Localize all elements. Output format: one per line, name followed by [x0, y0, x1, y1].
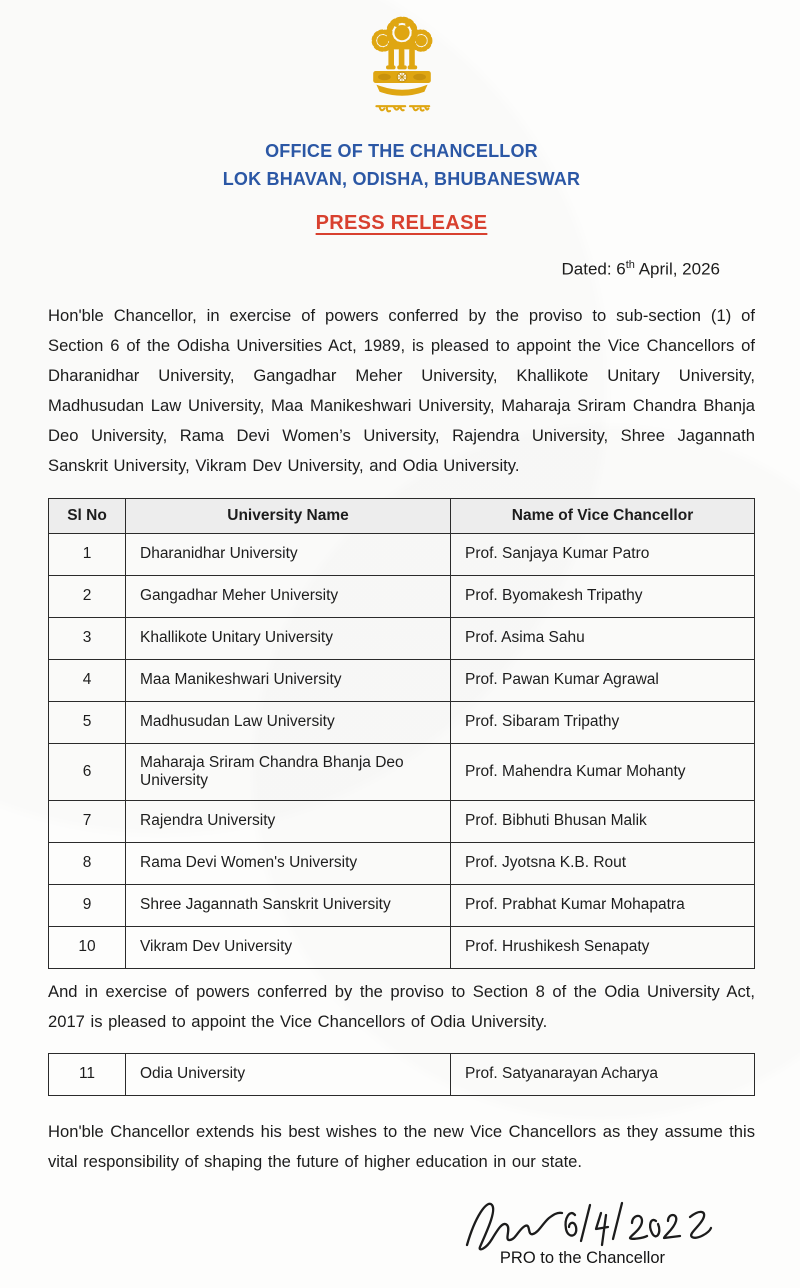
- row-slno: 6: [49, 743, 126, 800]
- signatory-designation: PRO to the Chancellor: [499, 1248, 665, 1267]
- table-row: [49, 533, 755, 575]
- table-header: [49, 498, 755, 533]
- row-vc-name: Prof. Satyanarayan Acharya: [451, 1053, 755, 1095]
- vice-chancellor-table: [48, 498, 755, 969]
- closing-paragraph: Hon'ble Chancellor extends his best wishes to the new Vice Chancellors as they assume this vital responsibility of shaping the future of higher education in our state.: [48, 1121, 755, 1171]
- press-release-title: PRESS RELEASE: [315, 212, 488, 234]
- date-ordinal-suffix: th: [625, 259, 635, 271]
- row-vc-name: Prof. Hrushikesh Senapaty: [451, 926, 755, 968]
- office-title: OFFICE OF THE CHANCELLOR: [265, 141, 538, 161]
- column-header-university: University Name: [126, 498, 451, 533]
- row-university-name: Odia University: [126, 1053, 451, 1095]
- row-slno: 10: [49, 926, 126, 968]
- row-slno: 3: [49, 617, 126, 659]
- row-slno: 9: [49, 884, 126, 926]
- dharma-chakra-icon: [397, 72, 407, 82]
- row-slno: 4: [49, 659, 126, 701]
- row-vc-name: Prof. Mahendra Kumar Mohanty: [451, 743, 755, 800]
- table-row: [49, 800, 755, 842]
- row-university-name: Maharaja Sriram Chandra Bhanja Deo University: [126, 743, 451, 800]
- column-header-slno: Sl No: [49, 498, 126, 533]
- intro-paragraph: Hon'ble Chancellor, in exercise of powers conferred by the proviso to sub-section (1) of Section 6 of the Odisha Universities Act, 1989, is pleased to appoint the Vice Chancellors of Dharanidhar University, Gangadhar Meher University, Khallikote Unitary University, Madhusudan Law University, Maa Manikeshwari University, Maharaja Sriram Chandra Bhanja Deo University, Rama Devi Women’s University, Rajendra University, Shree Jagannath Sanskrit University, Vikram Dev University, and Odia University.: [48, 305, 755, 475]
- date-line: [48, 259, 755, 280]
- row-slno: 11: [49, 1053, 126, 1095]
- row-vc-name: Prof. Asima Sahu: [451, 617, 755, 659]
- satyameva-jayate-motto: [376, 106, 429, 111]
- signature-block: [48, 1191, 755, 1268]
- row-university-name: Madhusudan Law University: [126, 701, 451, 743]
- row-slno: 7: [49, 800, 126, 842]
- row-slno: 5: [49, 701, 126, 743]
- date-text: Dated: 6: [561, 259, 626, 279]
- second-paragraph: And in exercise of powers conferred by the proviso to Section 8 of the Odia University Act, 2017 is pleased to appoint the Vice Chancellors of Odia University.: [48, 981, 755, 1031]
- row-vc-name: Prof. Prabhat Kumar Mohapatra: [451, 884, 755, 926]
- national-emblem-icon: [346, 10, 458, 132]
- column-header-vc-name: Name of Vice Chancellor: [451, 498, 755, 533]
- table-row: [49, 1053, 755, 1095]
- row-university-name: Rama Devi Women's University: [126, 842, 451, 884]
- table-row: [49, 842, 755, 884]
- table-row: [49, 743, 755, 800]
- row-vc-name: Prof. Jyotsna K.B. Rout: [451, 842, 755, 884]
- row-university-name: Gangadhar Meher University: [126, 575, 451, 617]
- row-slno: 8: [49, 842, 126, 884]
- date-text-suffix: April, 2026: [634, 259, 720, 279]
- row-university-name: Dharanidhar University: [126, 533, 451, 575]
- table-row: [49, 659, 755, 701]
- office-address: LOK BHAVAN, ODISHA, BHUBANESWAR: [222, 169, 581, 189]
- table-row: [49, 575, 755, 617]
- row-university-name: Shree Jagannath Sanskrit University: [126, 884, 451, 926]
- row-vc-name: Prof. Byomakesh Tripathy: [451, 575, 755, 617]
- row-university-name: Maa Manikeshwari University: [126, 659, 451, 701]
- row-university-name: Rajendra University: [126, 800, 451, 842]
- table-row: [49, 926, 755, 968]
- ashoka-lion-capital-emblem: [346, 10, 458, 132]
- row-vc-name: Prof. Pawan Kumar Agrawal: [451, 659, 755, 701]
- row-slno: 2: [49, 575, 126, 617]
- odia-university-table: [48, 1053, 755, 1096]
- table-row: [49, 617, 755, 659]
- table-row: [49, 701, 755, 743]
- masthead: [48, 8, 755, 235]
- table-row: [49, 884, 755, 926]
- row-vc-name: Prof. Sanjaya Kumar Patro: [451, 533, 755, 575]
- handwritten-signature: [459, 1191, 727, 1255]
- row-vc-name: Prof. Sibaram Tripathy: [451, 701, 755, 743]
- row-vc-name: Prof. Bibhuti Bhusan Malik: [451, 800, 755, 842]
- row-university-name: Vikram Dev University: [126, 926, 451, 968]
- row-slno: 1: [49, 533, 126, 575]
- row-university-name: Khallikote Unitary University: [126, 617, 451, 659]
